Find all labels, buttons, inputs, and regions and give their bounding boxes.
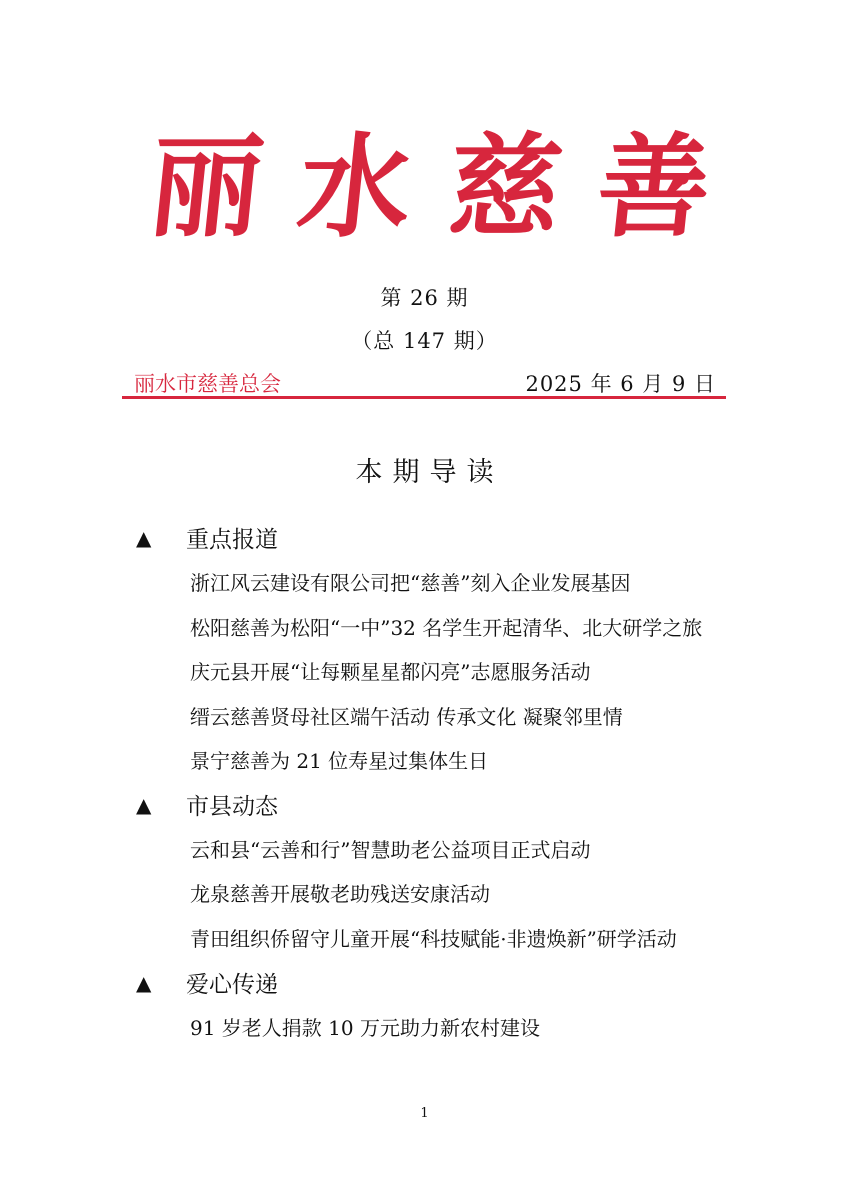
publish-date: 2025 年 6 月 9 日 (525, 372, 716, 396)
toc-item[interactable]: 浙江风云建设有限公司把“慈善”刻入企业发展基因 (190, 571, 631, 595)
toc-item[interactable]: 云和县“云善和行”智慧助老公益项目正式启动 (190, 838, 591, 862)
toc-item[interactable]: 91 岁老人捐款 10 万元助力新农村建设 (190, 1016, 540, 1040)
section-title: 重点报道 (186, 527, 278, 553)
toc-title: 本期导读 (355, 457, 504, 488)
section-heading (136, 788, 278, 821)
masthead-char: 丽 (143, 122, 269, 253)
masthead-char: 善 (591, 122, 717, 253)
toc-item[interactable]: 松阳慈善为松阳“一中”32 名学生开起清华、北大研学之旅 (190, 616, 703, 640)
section-heading (136, 966, 278, 999)
section-title: 市县动态 (186, 794, 278, 820)
toc-item[interactable]: 庆元县开展“让每颗星星都闪亮”志愿服务活动 (190, 660, 591, 684)
publisher-row (122, 368, 726, 396)
page-number: 1 (420, 1106, 429, 1121)
toc-item[interactable]: 景宁慈善为 21 位寿星过集体生日 (190, 749, 489, 773)
triangle-icon: ▲ (136, 525, 152, 550)
publisher-name: 丽水市慈善总会 (134, 372, 281, 396)
masthead-char: 慈 (441, 122, 568, 253)
masthead-char: 水 (292, 122, 419, 253)
toc-item[interactable]: 缙云慈善贤母社区端午活动 传承文化 凝聚邻里情 (190, 705, 623, 729)
triangle-icon: ▲ (136, 792, 152, 817)
toc-item[interactable]: 龙泉慈善开展敬老助残送安康活动 (190, 882, 490, 906)
issue-number: 第 26 期 (380, 286, 469, 310)
section-heading (136, 521, 278, 554)
masthead-logo (143, 118, 717, 258)
header-divider (122, 396, 726, 399)
triangle-icon: ▲ (136, 970, 152, 995)
issue-total: （总 147 期） (351, 329, 498, 353)
section-title: 爱心传递 (186, 972, 278, 998)
toc-item[interactable]: 青田组织侨留守儿童开展“科技赋能·非遗焕新”研学活动 (190, 927, 677, 951)
